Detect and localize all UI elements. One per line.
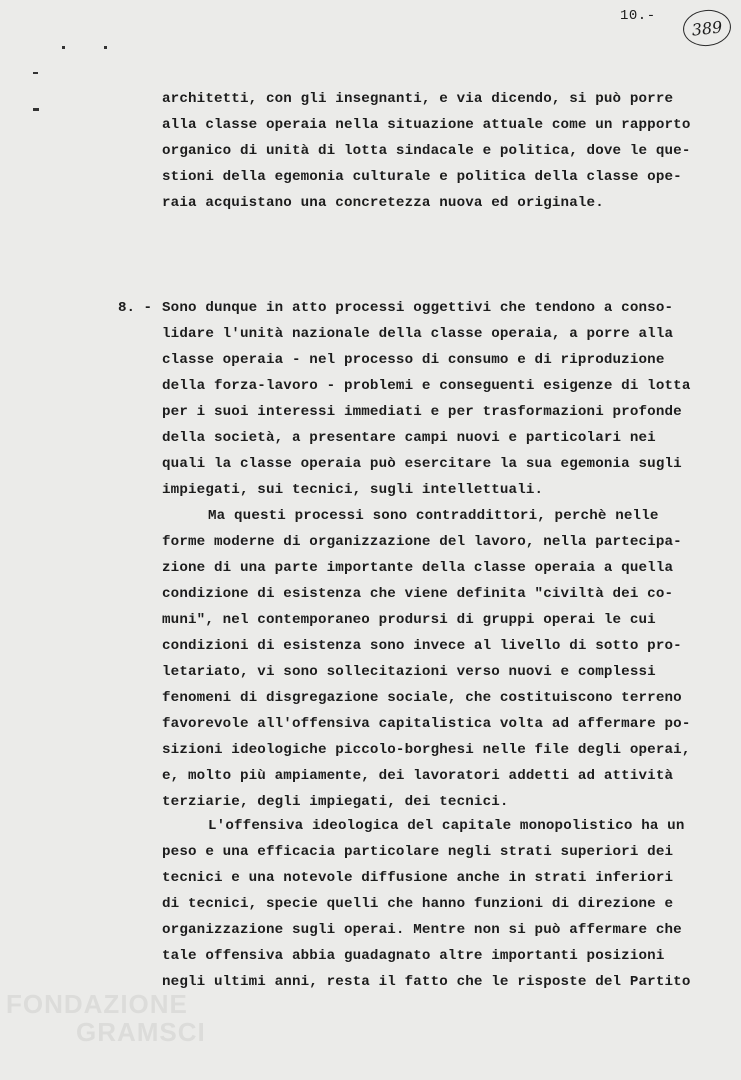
section-number: 8. - (118, 300, 153, 316)
watermark-logo (6, 990, 206, 1046)
margin-mark (104, 46, 107, 49)
page-number: 10.- (620, 8, 656, 24)
margin-mark (33, 108, 39, 111)
text-line: peso e una efficacia particolare negli strati superiori dei (162, 844, 674, 860)
text-line: terziarie, degli impiegati, dei tecnici. (162, 794, 509, 810)
text-line: forme moderne di organizzazione del lavoro, nella partecipa- (162, 534, 682, 550)
text-line: Ma questi processi sono contraddittori, perchè nelle (208, 508, 659, 524)
text-line: organizzazione sugli operai. Mentre non si può affermare che (162, 922, 682, 938)
text-line: di tecnici, specie quelli che hanno funzioni di direzione e (162, 896, 674, 912)
text-line: condizioni di esistenza sono invece al livello di sotto pro- (162, 638, 682, 654)
margin-mark (62, 46, 65, 49)
text-line: lidare l'unità nazionale della classe operaia, a porre alla (162, 326, 674, 342)
watermark-line: FONDAZIONE (6, 989, 188, 1019)
text-line: tale offensiva abbia guadagnato altre importanti posizioni (162, 948, 665, 964)
section-8-text (162, 295, 722, 815)
margin-mark (33, 72, 38, 74)
text-line: Sono dunque in atto processi oggettivi che tendono a conso- (162, 300, 674, 316)
text-line: L'offensiva ideologica del capitale monopolistico ha un (208, 818, 685, 834)
text-line: della società, a presentare campi nuovi e particolari nei (162, 430, 656, 446)
text-line: letariato, vi sono sollecitazioni verso nuovi e complessi (162, 664, 656, 680)
text-line: classe operaia - nel processo di consumo e di riproduzione (162, 352, 665, 368)
text-line: alla classe operaia nella situazione attuale come un rapporto (162, 117, 691, 133)
text-line: favorevole all'offensiva capitalistica volta ad affermare po- (162, 716, 691, 732)
text-line: quali la classe operaia può esercitare la sua egemonia sugli (162, 456, 682, 472)
text-line: e, molto più ampiamente, dei lavoratori addetti ad attività (162, 768, 674, 784)
text-line: tecnici e una notevole diffusione anche in strati inferiori (162, 870, 674, 886)
text-line: muni", nel contemporaneo prodursi di gruppi operai le cui (162, 612, 656, 628)
paragraph-continuation (162, 86, 722, 216)
text-line: raia acquistano una concretezza nuova ed originale. (162, 195, 604, 211)
text-line: condizione di esistenza che viene definita "civiltà dei co- (162, 586, 674, 602)
text-line: fenomeni di disgregazione sociale, che costituiscono terreno (162, 690, 682, 706)
watermark-line: GRAMSCI (76, 1017, 206, 1047)
text-line: della forza-lavoro - problemi e conseguenti esigenze di lotta (162, 378, 691, 394)
text-line: stioni della egemonia culturale e politica della classe ope- (162, 169, 682, 185)
paragraph-offensiva (162, 813, 722, 995)
text-line: impiegati, sui tecnici, sugli intellettuali. (162, 482, 544, 498)
text-line: per i suoi interessi immediati e per trasformazioni profonde (162, 404, 682, 420)
text-line: negli ultimi anni, resta il fatto che le risposte del Partito (162, 974, 691, 990)
text-line: architetti, con gli insegnanti, e via dicendo, si può porre (162, 91, 674, 107)
text-line: organico di unità di lotta sindacale e politica, dove le que- (162, 143, 691, 159)
text-line: zione di una parte importante della classe operaia a quella (162, 560, 674, 576)
text-line: sizioni ideologiche piccolo-borghesi nelle file degli operai, (162, 742, 691, 758)
archive-stamp-number: 389 (681, 8, 733, 49)
